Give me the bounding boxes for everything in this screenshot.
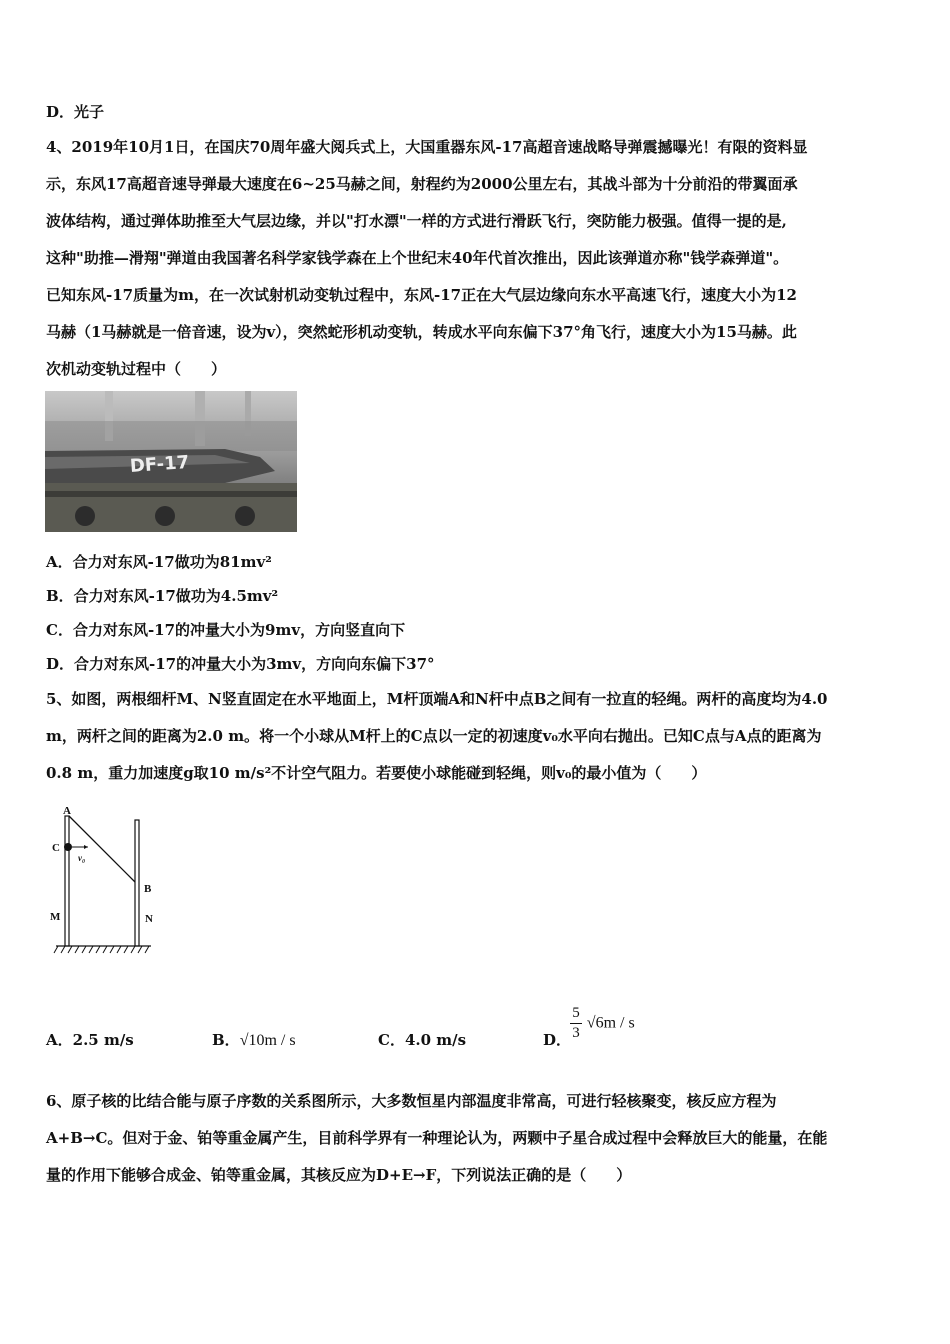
- rod-m: [65, 816, 69, 946]
- rods-figure: [46, 804, 160, 964]
- q4-option-a: A．合力对东风-17做功为81mv²: [46, 553, 272, 571]
- label-c: C: [52, 842, 60, 854]
- q4-option-d: D．合力对东风-17的冲量大小为3mv，方向向东偏下37°: [46, 655, 435, 673]
- fraction-numerator: 5: [572, 1005, 580, 1021]
- q4-line-4: 这种"助推—滑翔"弹道由我国著名科学家钱学森在上个世纪末40年代首次推出，因此该弹道亦称"钱学森弹道"。: [46, 249, 789, 267]
- q6-line-3: 量的作用下能够合成金、铂等重金属，其核反应为D+E→F，下列说法正确的是（ ）: [46, 1166, 632, 1184]
- q4-option-c: C．合力对东风-17的冲量大小为9mv，方向竖直向下: [46, 621, 406, 639]
- prev-option-d: D．光子: [46, 103, 105, 121]
- df17-label: DF-17: [129, 451, 190, 478]
- q6-line-2: A+B→C。但对于金、铂等重金属产生，目前科学界有一种理论认为，两颗中子星合成过程中会释放巨大的能量，在能: [46, 1129, 828, 1147]
- label-a: A: [63, 805, 71, 817]
- df17-photo: [45, 391, 297, 532]
- q5-option-b-prefix: B．: [212, 1031, 240, 1049]
- ground-hatch: [54, 946, 149, 953]
- label-m: M: [50, 911, 61, 923]
- q4-line-6: 马赫（1马赫就是一倍音速，设为v），突然蛇形机动变轨，转成水平向东偏下37°角飞行，速度大小为15马赫。此: [46, 323, 797, 341]
- q5-option-d-fraction: [570, 1004, 635, 1043]
- fraction-denominator: 3: [572, 1025, 580, 1041]
- q6-line-1: 6、原子核的比结合能与原子序数的关系图所示，大多数恒星内部温度非常高，可进行轻核聚变，核反应方程为: [46, 1092, 777, 1110]
- ball-c: [64, 843, 72, 851]
- q4-line-3: 波体结构，通过弹体助推至大气层边缘，并以"打水漂"一样的方式进行滑跃飞行，突防能力极强。值得一提的是,: [46, 212, 787, 230]
- label-b: B: [144, 883, 152, 895]
- q5-option-c: C．4.0 m/s: [378, 1031, 467, 1049]
- rod-n: [135, 820, 139, 946]
- q5-line-3: 0.8 m，重力加速度g取10 m/s²不计空气阻力。若要使小球能碰到轻绳，则v₀的最小值为（ ）: [46, 764, 707, 782]
- q5-line-1: 5、如图，两根细杆M、N竖直固定在水平地面上，M杆顶端A和N杆中点B之间有一拉直的轻绳。两杆的高度均为4.0: [46, 690, 828, 708]
- q5-option-b-expr: √10m / s: [239, 1032, 296, 1049]
- q5-option-a: A．2.5 m/s: [46, 1031, 134, 1049]
- q5-option-b: [212, 1030, 296, 1051]
- label-n: N: [145, 913, 153, 925]
- rope-ab: [69, 816, 135, 882]
- q4-line-5: 已知东风-17质量为m，在一次试射机动变轨过程中，东风-17正在大气层边缘向东水平高速飞行，速度大小为12: [46, 286, 797, 304]
- q4-line-1: 4、2019年10月1日，在国庆70周年盛大阅兵式上，大国重器东风-17高超音速战略导弹震撼曝光！有限的资料显: [46, 138, 808, 156]
- q5-option-d-prefix: D．: [543, 1031, 572, 1049]
- q4-line-2: 示，东风17高超音速导弹最大速度在6~25马赫之间，射程约为2000公里左右，其战斗部为十分前沿的带翼面承: [46, 175, 798, 193]
- q4-line-7: 次机动变轨过程中（ ）: [46, 360, 227, 378]
- label-v0: v₀: [78, 853, 86, 863]
- q4-option-b: B．合力对东风-17做功为4.5mv²: [46, 587, 279, 605]
- q5-line-2: m，两杆之间的距离为2.0 m。将一个小球从M杆上的C点以一定的初速度v₀水平向右抛出。已知C点与A点的距离为: [46, 727, 822, 745]
- q5-option-d-rest: √6m / s: [586, 1014, 635, 1032]
